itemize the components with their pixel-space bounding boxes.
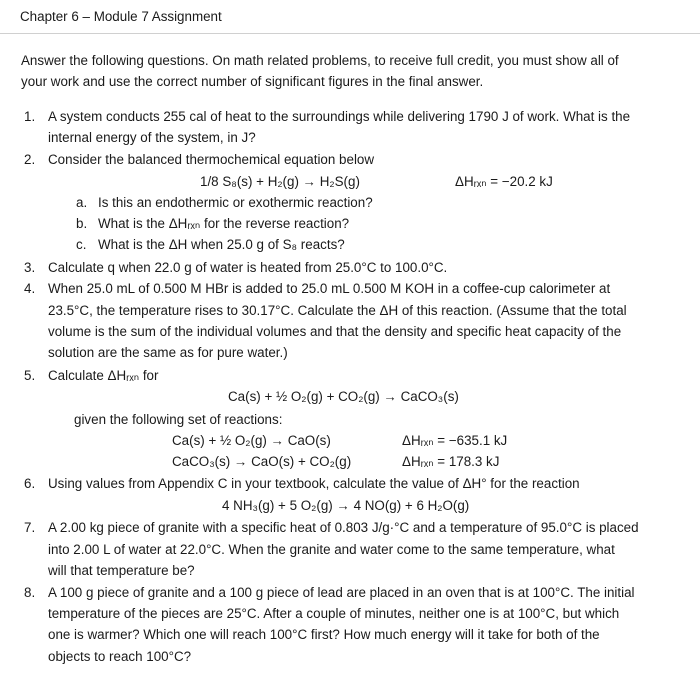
q8-line-1: A 100 g piece of granite and a 100 g piece of lead are placed in an oven that is at 100°C. The initial xyxy=(48,585,635,600)
q8-line-3: one is warmer? Which one will reach 100°C first? How much energy will it take for both of the xyxy=(48,627,600,642)
instructions-line-2: your work and use the correct number of significant figures in the final answer. xyxy=(21,74,484,89)
q2a-text: Is this an endothermic or exothermic reaction? xyxy=(98,195,373,210)
q8-line-2: temperature of the pieces are 25°C. After a couple of minutes, neither one is at 100°C, but which xyxy=(48,606,620,621)
q2-number: 2. xyxy=(24,152,36,167)
q7-line-1: A 2.00 kg piece of granite with a specific heat of 0.803 J/g·°C and a temperature of 95.0°C is placed xyxy=(48,520,639,535)
page-title: Chapter 6 – Module 7 Assignment xyxy=(20,9,222,24)
title-divider xyxy=(0,33,700,34)
q2c-letter: c. xyxy=(76,237,87,252)
q6-text: Using values from Appendix C in your textbook, calculate the value of ΔH° for the reaction xyxy=(48,476,580,491)
q5-text: Calculate ΔHᵣₓₙ for xyxy=(48,368,159,383)
q5-given-text: given the following set of reactions: xyxy=(74,412,283,427)
q4-number: 4. xyxy=(24,281,36,296)
q5-target-equation: Ca(s) + ½ O₂(g) + CO₂(g) → CaCO₃(s) xyxy=(228,389,459,404)
q6-equation: 4 NH₃(g) + 5 O₂(g) → 4 NO(g) + 6 H₂O(g) xyxy=(222,498,470,513)
q5-reaction-1: Ca(s) + ½ O₂(g) → CaO(s) xyxy=(172,433,331,448)
q2b-text: What is the ΔHᵣₓₙ for the reverse reaction? xyxy=(98,216,350,231)
q5-reaction-2-delta: ΔHᵣₓₙ = 178.3 kJ xyxy=(402,454,500,469)
q7-number: 7. xyxy=(24,520,36,535)
q6-number: 6. xyxy=(24,476,36,491)
q1-line-1: A system conducts 255 cal of heat to the surroundings while delivering 1790 J of work. What is the xyxy=(48,109,631,124)
q8-line-4: objects to reach 100°C? xyxy=(48,649,192,664)
q2-delta-h: ΔHᵣₓₙ = −20.2 kJ xyxy=(455,174,553,189)
q1-number: 1. xyxy=(24,109,36,124)
q4-line-1: When 25.0 mL of 0.500 M HBr is added to 25.0 mL 0.500 M KOH in a coffee-cup calorimeter at xyxy=(48,281,611,296)
q2b-letter: b. xyxy=(76,216,88,231)
q4-line-2: 23.5°C, the temperature rises to 30.17°C. Calculate the ΔH of this reaction. (Assume that the total xyxy=(48,303,627,318)
q5-reaction-1-delta: ΔHᵣₓₙ = −635.1 kJ xyxy=(402,433,508,448)
q1-line-2: internal energy of the system, in J? xyxy=(48,130,256,145)
q7-line-2: into 2.00 L of water at 22.0°C. When the granite and water come to the same temperature, what xyxy=(48,542,615,557)
q2-equation: 1/8 S₈(s) + H₂(g) → H₂S(g) xyxy=(200,174,360,189)
q7-line-3: will that temperature be? xyxy=(48,563,195,578)
instructions-line-1: Answer the following questions. On math related problems, to receive full credit, you must show all of xyxy=(21,53,619,68)
q3-text: Calculate q when 22.0 g of water is heated from 25.0°C to 100.0°C. xyxy=(48,260,448,275)
q5-reaction-2: CaCO₃(s) → CaO(s) + CO₂(g) xyxy=(172,454,352,469)
q5-number: 5. xyxy=(24,368,36,383)
q2a-letter: a. xyxy=(76,195,88,210)
q2-text: Consider the balanced thermochemical equation below xyxy=(48,152,375,167)
q4-line-4: solution are the same as for pure water.) xyxy=(48,345,288,360)
q3-number: 3. xyxy=(24,260,36,275)
q4-line-3: volume is the sum of the individual volumes and that the density and specific heat capacity of the xyxy=(48,324,622,339)
q8-number: 8. xyxy=(24,585,36,600)
q2c-text: What is the ΔH when 25.0 g of S₈ reacts? xyxy=(98,237,345,252)
